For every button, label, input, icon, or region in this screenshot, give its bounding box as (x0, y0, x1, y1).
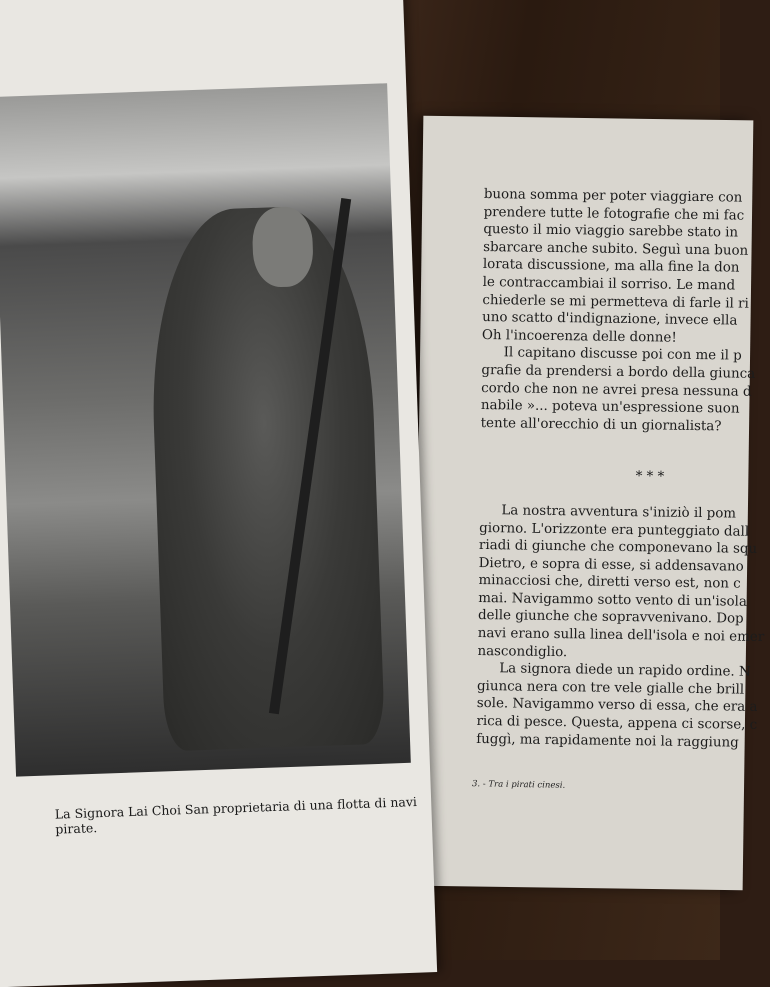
text-line: riadi di giunche che componevano la squ (478, 538, 758, 557)
text-line: grafie da prendersi a bordo della giunca (481, 362, 756, 382)
text-line: sbarcare anche subito. Seguì una buon (483, 239, 749, 259)
text-line: La signora diede un rapido ordine. N (499, 661, 751, 681)
text-line: sole. Navigammo verso di essa, che era a (476, 696, 758, 716)
paragraph-4 (476, 660, 758, 752)
text-line: cordo che non ne avrei presa nessuna d (481, 380, 752, 400)
text-line: giunca nera con tre vele gialle che brill (476, 678, 745, 698)
section-separator: * * * (635, 469, 665, 485)
text-line: delle giunche che sopravvenivano. Dop (477, 608, 744, 628)
figure-head (251, 206, 314, 288)
photo-caption: La Signora Lai Choi San proprietaria di una flotta di navi pirate. (54, 793, 418, 837)
paragraph-1 (481, 186, 749, 348)
text-line: giorno. L'orizzonte era punteggiato dall (479, 520, 750, 540)
body-text (476, 186, 765, 752)
text-line: tente all'orecchio di un giornalista? (480, 415, 722, 435)
paragraph-2 (480, 344, 756, 436)
text-line: mai. Navigammo sotto vento di un'isola (478, 590, 747, 610)
text-line: minacciosi che, diretti verso est, non c (478, 573, 741, 592)
text-line: lorata discussione, ma alla fine la don (482, 257, 740, 276)
photograph-pirate-woman (0, 83, 411, 776)
text-line: Dietro, e sopra di esse, si addensavano (478, 555, 744, 575)
paragraph-3 (477, 502, 765, 664)
text-line: navi erano sulla linea dell'isola e noi emer (477, 626, 765, 646)
text-line: fuggì, ma rapidamente noi la raggiung (476, 731, 739, 751)
text-line: le contraccambiai il sorriso. Le mand (482, 274, 736, 294)
text-line: Il capitano discusse poi con me il p (503, 345, 742, 364)
text-line: buona somma per poter viaggiare con (483, 186, 743, 206)
text-line: nascondiglio. (477, 643, 568, 660)
page-footer: 3. - Tra i pirati cinesi. (471, 779, 566, 791)
text-line: La nostra avventura s'iniziò il pom (501, 503, 737, 522)
text-line: chiederle se mi permetteva di farle il ri (482, 292, 749, 312)
text-line: rica di pesce. Questa, appena ci scorse, c (476, 713, 758, 733)
text-line: questo il mio viaggio sarebbe stato in (483, 222, 739, 241)
text-line: Oh l'incoerenza delle donne! (481, 327, 677, 346)
text-line: uno scatto d'indignazione, invece ella (482, 310, 738, 329)
figure-silhouette (146, 204, 385, 751)
text-line: nabile »... poteva un'espressione suon (480, 398, 740, 417)
text-line: prendere tutte le fotografie che mi fac (483, 204, 745, 224)
